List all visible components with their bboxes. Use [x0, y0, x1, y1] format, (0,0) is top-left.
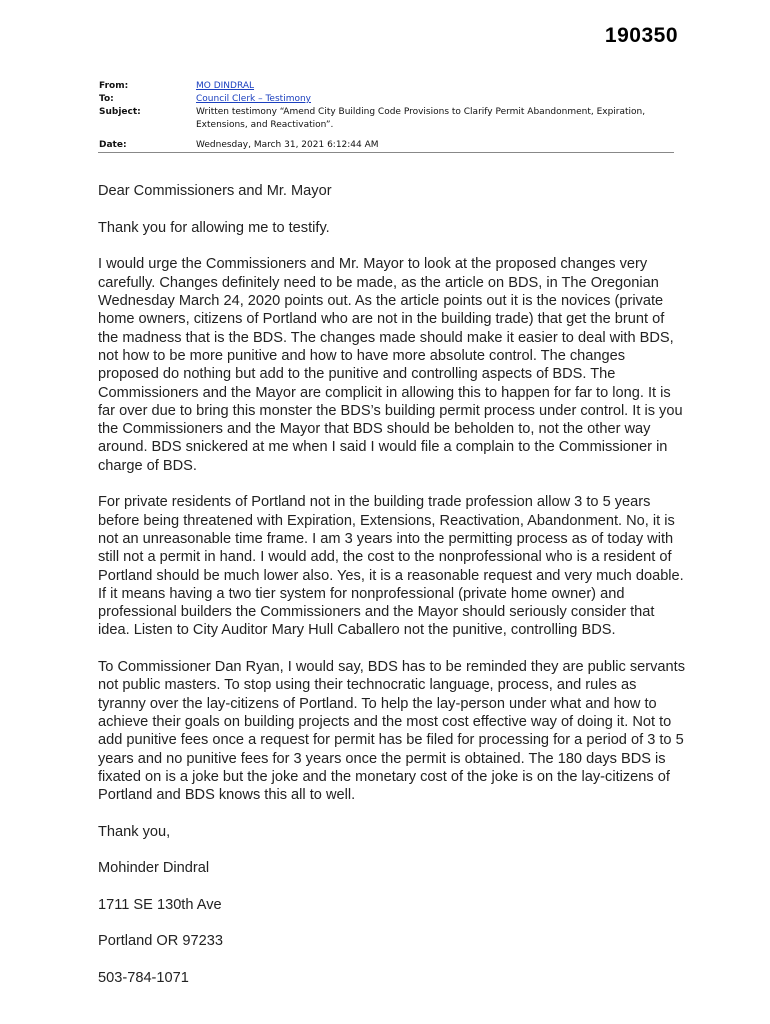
- greeting: Dear Commissioners and Mr. Mayor: [98, 183, 332, 200]
- paragraph-3: To Commissioner Dan Ryan, I would say, BDS has to be reminded they are public servants not public masters. To stop using their technocratic language, process, and rules as tyranny over the lay-citizens of Portland. To help the lay-person under what and how to achieve their goals on building projects and the most cost effective way of doing it. Not to add punitive fees once a request for permit has be filed for processing for a period of 3 to 5 years and no punitive fees for 3 years once the permit is obtained. The 180 days BDS is fixated on is a joke but the joke and the monetary cost of the joke is on the lay-citizens of Portland and BDS knows this all to well.: [98, 659, 685, 804]
- closing: Thank you,: [98, 823, 171, 840]
- header-divider: [98, 152, 674, 153]
- thanks-line: Thank you for allowing me to testify.: [98, 219, 330, 236]
- paragraph-2: For private residents of Portland not in the building trade profession allow 3 to 5 years before being threatened with Expiration, Extensions, Reactivation, Abandonment. No, it is not an unreasonable time frame. I am 3 years into the permitting process as of today with still not a permit in hand. I would add, the cost to the nonprofessional who is a resident of Portland should be much lower also. Yes, it is a reasonable request and very much doable. If it means having a two tier system for nonprofessional (private home owner) and professional builders the Commissioners and the Mayor should seriously consider that idea. Listen to City Auditor Mary Hull Caballero not the punitive, controlling BDS.: [98, 494, 684, 639]
- subject-row: [99, 106, 674, 132]
- to-label: To:: [99, 94, 114, 104]
- signature-name: Mohinder Dindral: [98, 860, 210, 877]
- address-line-2: Portland OR 97233: [98, 933, 223, 950]
- document-number: 190350: [604, 24, 678, 47]
- address-line-1: 1711 SE 130th Ave: [98, 896, 222, 913]
- from-row: [99, 80, 674, 93]
- to-link[interactable]: Council Clerk – Testimony: [196, 94, 311, 104]
- date-row: [99, 132, 674, 152]
- phone-number: 503-784-1071: [98, 970, 189, 987]
- date-label: Date:: [99, 140, 127, 150]
- paragraph-1: I would urge the Commissioners and Mr. Mayor to look at the proposed changes very carefully. Changes definitely need to be made, as the article on BDS, in The Oregonian Wednesday March 24, 2020 points out. As the article points out it is the novices (private home owners, citizens of Portland who are not in the building trade) that get the brunt of the madness that is the BDS. The changes made should make it easier to deal with BDS, not how to be more punitive and how to have more absolute control. The changes proposed do nothing but add to the punitive and controlling aspects of BDS. The Commissioners and the Mayor are complicit in allowing this to happen for far to long. It is far over due to bring this monster the BDS’s building permit process under control. It is you the Commissioners and the Mayor that BDS should be beholden to, not the other way around. BDS snickered at me when I said I would file a complain to the Commissioner in charge of BDS.: [98, 256, 683, 474]
- from-label: From:: [99, 81, 129, 91]
- to-row: [99, 93, 674, 106]
- email-header: [99, 80, 674, 152]
- date-value: Wednesday, March 31, 2021 6:12:44 AM: [196, 140, 379, 150]
- subject-value: Written testimony “Amend City Building Code Provisions to Clarify Permit Abandonment, Expiration, Extensions, and Reactivation”.: [196, 107, 646, 130]
- from-link[interactable]: MO DINDRAL: [196, 81, 255, 91]
- subject-label: Subject:: [99, 107, 141, 117]
- email-body: [98, 164, 688, 1006]
